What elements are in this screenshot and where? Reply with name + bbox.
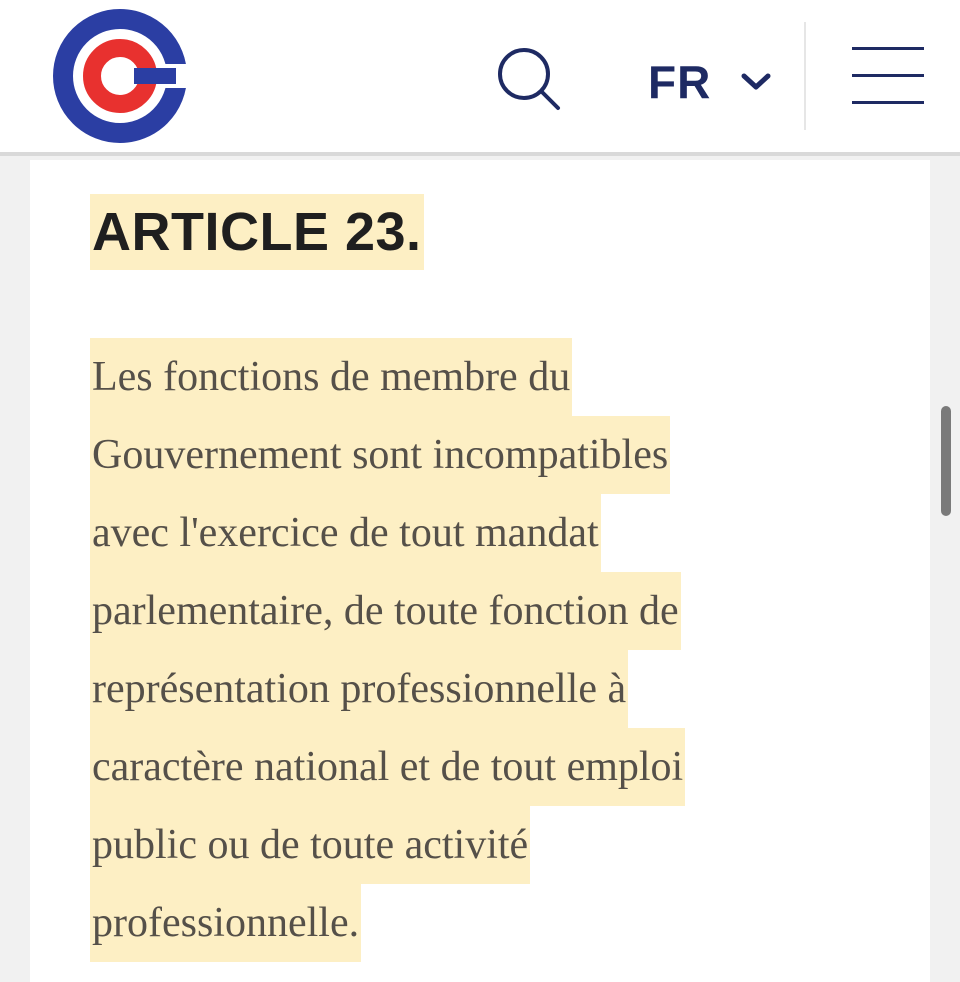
- language-selector[interactable]: [648, 52, 778, 112]
- search-icon: [496, 46, 562, 112]
- article-title: ARTICLE 23.: [90, 194, 424, 270]
- conseil-constitutionnel-logo[interactable]: [50, 8, 190, 144]
- article-line: Gouvernement sont incompatibles: [90, 416, 670, 494]
- hamburger-menu-icon: [850, 46, 926, 106]
- chevron-down-icon: [741, 72, 771, 92]
- article-line: représentation professionnelle à: [90, 650, 628, 728]
- logo-icon: [50, 8, 190, 144]
- article-card: [30, 160, 930, 982]
- header-divider: [804, 22, 806, 130]
- article-line: Les fonctions de membre du: [90, 338, 572, 416]
- article-line: avec l'exercice de tout mandat: [90, 494, 601, 572]
- site-header: [0, 0, 960, 156]
- search-button[interactable]: [496, 46, 562, 112]
- scrollbar-thumb[interactable]: [941, 406, 951, 516]
- menu-button[interactable]: [850, 46, 926, 106]
- article-body: [90, 338, 810, 962]
- article-line: professionnelle.: [90, 884, 361, 962]
- language-label: FR: [648, 56, 712, 108]
- article-line: public ou de toute activité: [90, 806, 530, 884]
- article-line: parlementaire, de toute fonction de: [90, 572, 681, 650]
- article-line: caractère national et de tout emploi: [90, 728, 685, 806]
